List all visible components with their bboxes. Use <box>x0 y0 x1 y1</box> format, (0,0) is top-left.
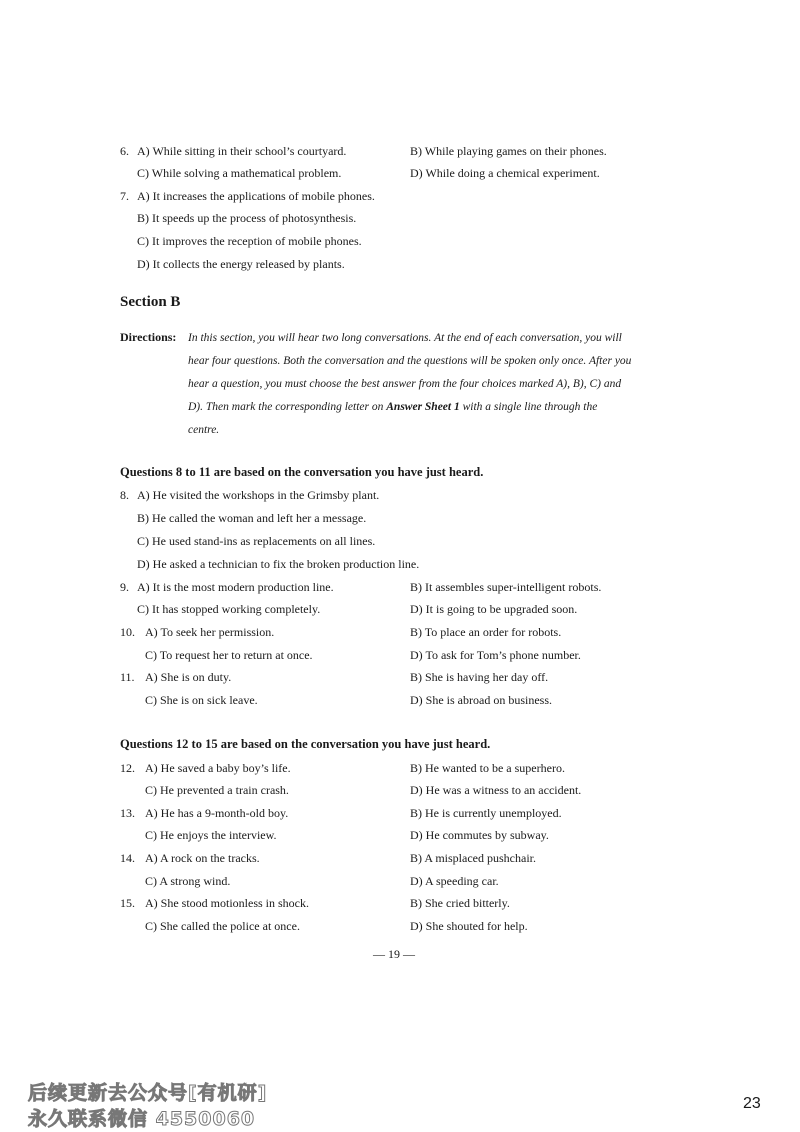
option-b: B) While playing games on their phones. <box>410 144 607 158</box>
question-number: 6. <box>120 144 129 158</box>
option-b: B) She is having her day off. <box>410 670 549 684</box>
option-a: A) She is on duty. <box>145 670 232 684</box>
option-c: C) It has stopped working completely. <box>137 602 321 616</box>
option-b: B) He wanted to be a superhero. <box>410 761 565 775</box>
question-group-header: Questions 8 to 11 are based on the conversation you have just heard. <box>120 465 484 479</box>
option-d: D) He commutes by subway. <box>410 828 549 842</box>
option-b: B) He called the woman and left her a message. <box>137 511 367 525</box>
option-a: A) To seek her permission. <box>145 625 275 639</box>
option-d: D) It collects the energy released by plants. <box>137 257 345 271</box>
option-d: D) It is going to be upgraded soon. <box>410 602 578 616</box>
directions-line: In this section, you will hear two long conversations. At the end of each conversation, you will <box>188 332 622 344</box>
option-b: B) It assembles super-intelligent robots. <box>410 580 602 594</box>
question-group-header: Questions 12 to 15 are based on the conversation you have just heard. <box>120 737 491 751</box>
option-b: B) A misplaced pushchair. <box>410 851 536 865</box>
directions-line: hear a question, you must choose the best answer from the four choices marked A), B), C) and <box>188 378 622 390</box>
option-a: A) While sitting in their school’s courtyard. <box>137 144 347 158</box>
question-number: 13. <box>120 806 135 820</box>
option-a: A) He saved a baby boy’s life. <box>145 761 291 775</box>
directions-line: D). Then mark the corresponding letter on Answer Sheet 1 with a single line through the <box>188 401 598 413</box>
option-a: A) It increases the applications of mobile phones. <box>137 189 375 203</box>
option-a: A) She stood motionless in shock. <box>145 896 309 910</box>
option-d: D) She shouted for help. <box>410 919 528 933</box>
option-b: B) It speeds up the process of photosynthesis. <box>137 211 357 225</box>
corner-page-number: 23 <box>743 1095 761 1112</box>
watermark-line: 永久联系微信 4550060 <box>28 1108 256 1130</box>
option-a: A) He visited the workshops in the Grimsby plant. <box>137 488 380 502</box>
option-d: D) To ask for Tom’s phone number. <box>410 648 581 662</box>
watermark-line: 后续更新去公众号[有机研] <box>28 1082 268 1104</box>
directions-line: hear four questions. Both the conversation and the questions will be spoken only once. After you <box>188 355 632 367</box>
option-c: C) While solving a mathematical problem. <box>137 166 342 180</box>
option-d: D) While doing a chemical experiment. <box>410 166 600 180</box>
question-number: 7. <box>120 189 129 203</box>
question-number: 8. <box>120 488 129 502</box>
option-c: C) He prevented a train crash. <box>145 783 289 797</box>
directions-label: Directions: <box>120 330 177 344</box>
option-c: C) It improves the reception of mobile phones. <box>137 234 362 248</box>
question-number: 14. <box>120 851 135 865</box>
option-b: B) He is currently unemployed. <box>410 806 562 820</box>
option-c: C) To request her to return at once. <box>145 648 313 662</box>
option-a: A) It is the most modern production line. <box>137 580 334 594</box>
option-d: D) He was a witness to an accident. <box>410 783 582 797</box>
page-number: — 19 — <box>373 947 415 961</box>
option-c: C) He used stand-ins as replacements on all lines. <box>137 534 376 548</box>
answer-sheet-ref: Answer Sheet 1 <box>386 401 460 413</box>
question-number: 11. <box>120 670 135 684</box>
option-a: A) He has a 9-month-old boy. <box>145 806 289 820</box>
option-c: C) A strong wind. <box>145 874 231 888</box>
option-b: B) She cried bitterly. <box>410 896 510 910</box>
option-c: C) She called the police at once. <box>145 919 300 933</box>
option-d: D) She is abroad on business. <box>410 693 552 707</box>
question-number: 15. <box>120 896 135 910</box>
option-b: B) To place an order for robots. <box>410 625 562 639</box>
question-number: 12. <box>120 761 135 775</box>
option-d: D) A speeding car. <box>410 874 499 888</box>
question-number: 9. <box>120 580 129 594</box>
option-a: A) A rock on the tracks. <box>145 851 260 865</box>
question-number: 10. <box>120 625 135 639</box>
option-d: D) He asked a technician to fix the broken production line. <box>137 557 420 571</box>
option-c: C) She is on sick leave. <box>145 693 258 707</box>
directions-line: centre. <box>188 424 220 436</box>
option-c: C) He enjoys the interview. <box>145 828 277 842</box>
section-title: Section B <box>120 294 181 310</box>
